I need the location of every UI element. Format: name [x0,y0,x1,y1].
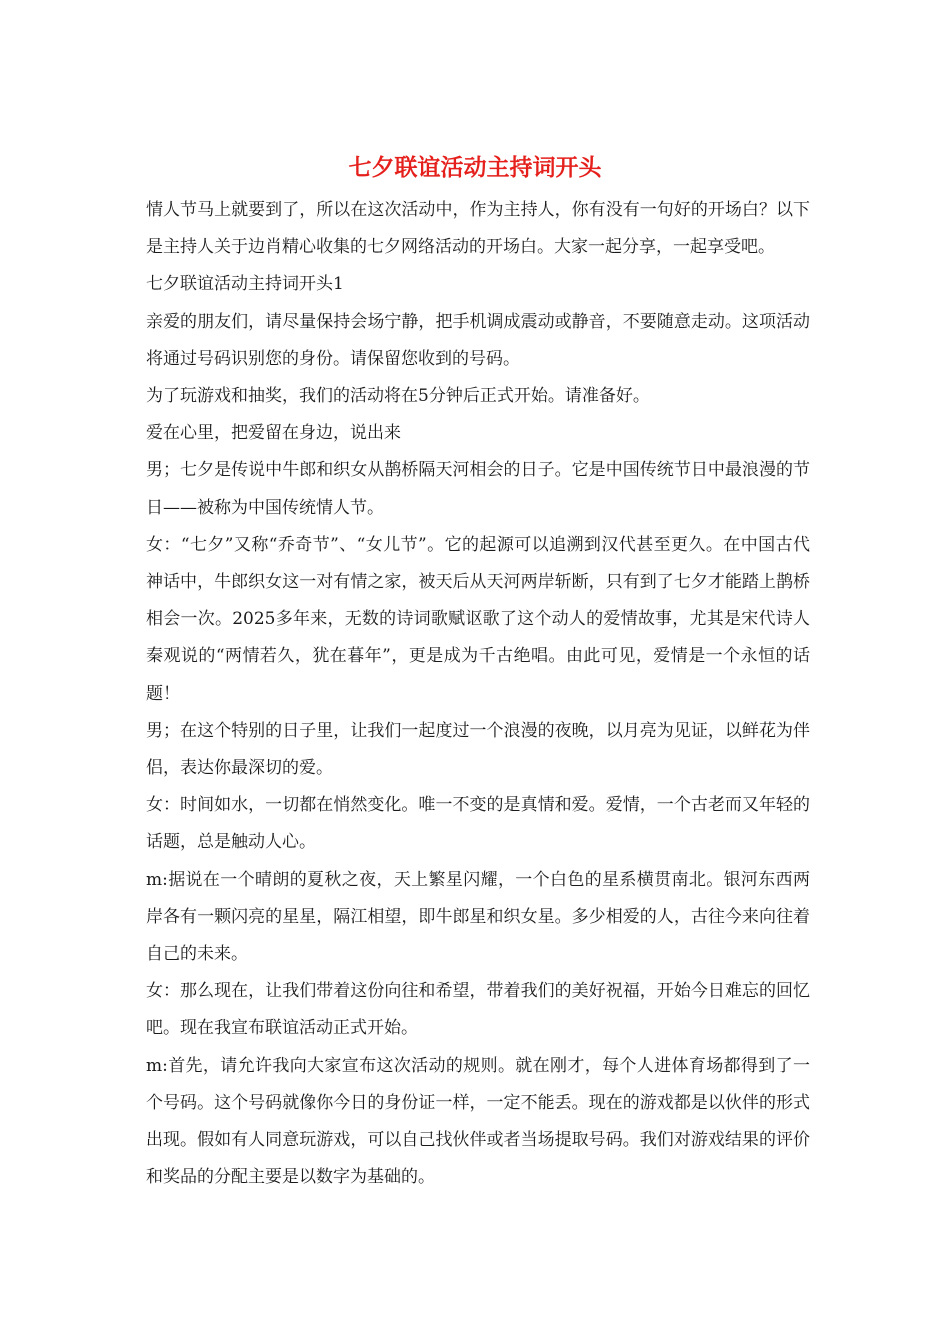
section-heading: 七夕联谊活动主持词开头1 [146,274,344,295]
paragraph-intro: 情人节马上就要到了，所以在这次活动中，作为主持人，你有没有一句好的开场白？以下是主持人关于边肖精心收集的七夕网络活动的开场白。大家一起分享，一起享受吧。 [146,200,810,258]
paragraph: 爱在心里，把爱留在身边，说出来 [146,423,401,444]
paragraph: 为了玩游戏和抽奖，我们的活动将在5分钟后正式开始。请准备好。 [146,386,650,407]
paragraph: 女：那么现在，让我们带着这份向往和希望，带着我们的美好祝福，开始今日难忘的回忆吧。现在我宣布联谊活动正式开始。 [146,981,810,1039]
paragraph: 亲爱的朋友们，请尽量保持会场宁静，把手机调成震动或静音，不要随意走动。这项活动将通过号码识别您的身份。请保留您收到的号码。 [146,311,810,369]
paragraph: 男；在这个特别的日子里，让我们一起度过一个浪漫的夜晚，以月亮为见证，以鲜花为伴侣，表达你最深切的爱。 [146,720,810,779]
paragraph: m:据说在一个晴朗的夏秋之夜，天上繁星闪耀，一个白色的星系横贯南北。银河东西两岸各有一颗闪亮的星星，隔江相望，即牛郎星和织女星。多少相爱的人，古往今来向往着自己的未来。 [146,869,810,965]
document-body [146,192,810,1196]
paragraph: 女：时间如水，一切都在悄然变化。唯一不变的是真情和爱。爱情，一个古老而又年轻的话题，总是触动人心。 [146,795,810,853]
document-title: 七夕联谊活动主持词开头 [348,154,602,181]
paragraph: 女：“七夕”又称“乔奇节”、“女儿节”。它的起源可以追溯到汉代甚至更久。在中国古代神话中，牛郎织女这一对有情之家，被天后从天河两岸斩断，只有到了七夕才能踏上鹊桥相会一次。2025多年来，无数的诗词歌赋讴歌了这个动人的爱情故事，尤其是宋代诗人秦观说的“两情若久，犹在暮年”，更是成为千古绝唱。由此可见，爱情是一个永恒的话题！ [146,534,810,704]
paragraph: 男；七夕是传说中牛郎和织女从鹊桥隔天河相会的日子。它是中国传统节日中最浪漫的节日——被称为中国传统情人节。 [146,460,810,518]
paragraph: m:首先，请允许我向大家宣布这次活动的规则。就在刚才，每个人进体育场都得到了一个号码。这个号码就像你今日的身份证一样，一定不能丢。现在的游戏都是以伙伴的形式出现。假如有人同意玩游戏，可以自己找伙伴或者当场提取号码。我们对游戏结果的评价和奖品的分配主要是以数字为基础的。 [146,1055,810,1188]
